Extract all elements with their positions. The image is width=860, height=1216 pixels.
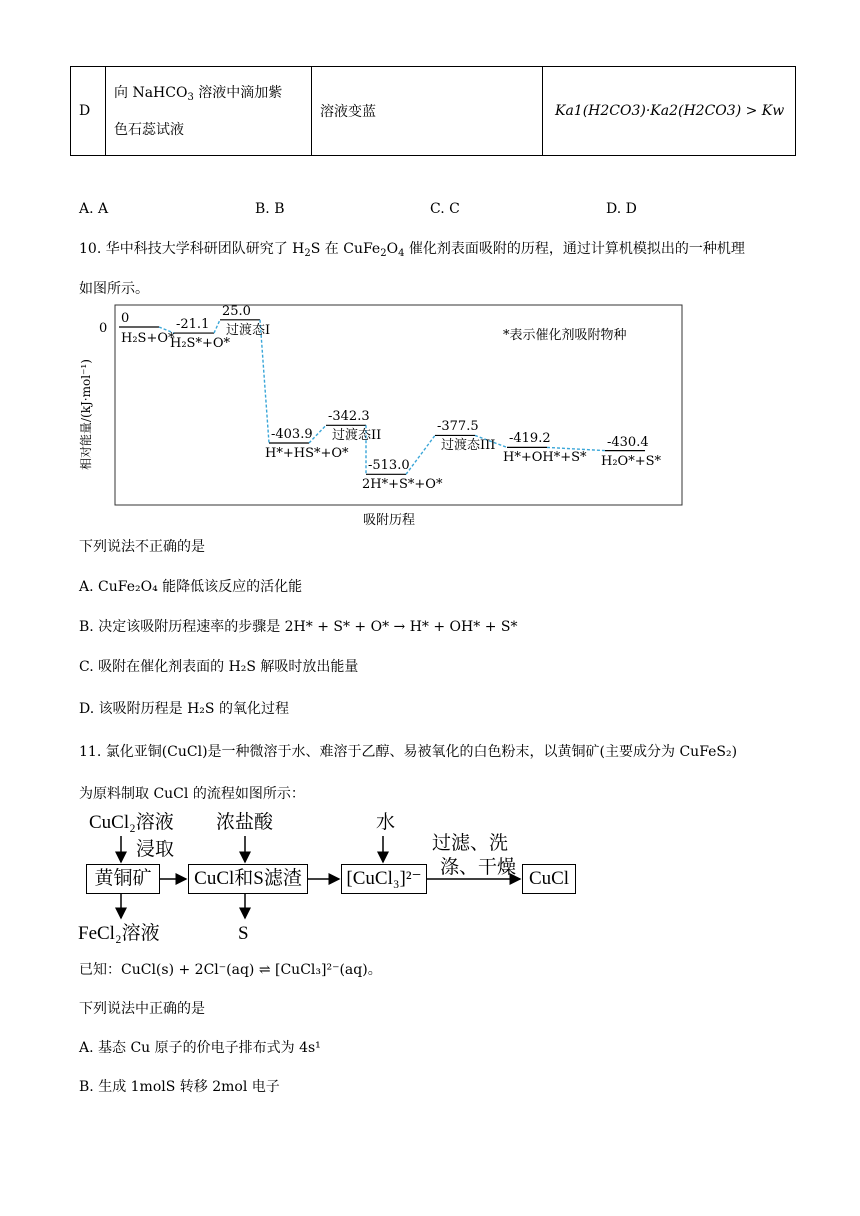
row-label: D bbox=[71, 67, 106, 156]
energy-value-label: -403.9 bbox=[271, 427, 313, 442]
step-leach: 浸取 bbox=[136, 839, 175, 860]
y-axis-zero-tick: 0 bbox=[99, 321, 108, 336]
question-11-stem: 11. 氯化亚铜(CuCl)是一种微溶于水、难溶于乙醇、易被氧化的白色粉末，以黄铜矿(主要成分为 CuFeS₂) bbox=[79, 744, 738, 760]
option-d: D. D bbox=[606, 201, 637, 217]
box-cucl-s: CuCl和S滤渣 bbox=[188, 864, 308, 894]
energy-value-label: -21.1 bbox=[176, 317, 210, 333]
question-11-prompt: 下列说法中正确的是 bbox=[79, 1001, 205, 1017]
energy-value-label: -419.2 bbox=[509, 431, 551, 447]
box-cucl3: [CuCl₃]²⁻ bbox=[341, 864, 427, 894]
energy-value-label: -342.3 bbox=[328, 409, 370, 425]
species-label: H*+OH*+S* bbox=[503, 450, 587, 466]
energy-value-label: -377.5 bbox=[437, 419, 479, 435]
question-10-stem: 10. 华中科技大学科研团队研究了 $H_2S$ 在 $CuFe_2O_4$ 催化剂表面吸附的历程，通过计算机模拟出的一种机理 bbox=[79, 241, 745, 259]
output-fecl2: FeCl₂溶液 bbox=[78, 923, 160, 944]
species-label: H₂O*+S* bbox=[601, 453, 662, 469]
legend-note: *表示催化剂吸附物种 bbox=[503, 328, 627, 343]
operation-text-line2: 色石蕊试液 bbox=[114, 121, 184, 138]
species-label: 过渡态III bbox=[441, 438, 496, 454]
step-filter-line2: 涤、干燥 bbox=[440, 857, 517, 878]
energy-value-label: -430.4 bbox=[607, 434, 649, 450]
box-chalcopyrite: 黄铜矿 bbox=[86, 864, 160, 894]
output-s: S bbox=[238, 923, 249, 944]
question-10-option-c: C. 吸附在催化剂表面的 H₂S 解吸时放出能量 bbox=[79, 659, 359, 675]
reagent-cucl2: CuCl₂溶液 bbox=[89, 812, 174, 833]
option-b: B. B bbox=[255, 201, 285, 217]
conclusion-cell: Ka1(H2CO3)·Ka2(H2CO3) > Kw bbox=[543, 67, 796, 156]
operation-text: 向 NaHCO bbox=[114, 84, 188, 101]
question-11-option-a: A. 基态 Cu 原子的价电子排布式为 4s¹ bbox=[79, 1040, 321, 1056]
species-label: 过渡态II bbox=[332, 428, 382, 444]
species-label: H₂S*+O* bbox=[170, 336, 231, 352]
question-11-option-b: B. 生成 1molS 转移 2mol 电子 bbox=[79, 1079, 280, 1095]
option-a: A. A bbox=[79, 201, 109, 217]
question-10-option-b: B. 决定该吸附历程速率的步骤是 2H* + S* + O* → H* + OH* + S* bbox=[79, 619, 518, 635]
x-axis-label: 吸附历程 bbox=[363, 513, 416, 528]
question-10-stem-line2: 如图所示。 bbox=[79, 281, 149, 297]
reagent-hcl: 浓盐酸 bbox=[216, 812, 274, 833]
question-10-prompt: 下列说法不正确的是 bbox=[79, 539, 205, 555]
question-11-stem-line2: 为原料制取 CuCl 的流程如图所示： bbox=[79, 786, 305, 802]
energy-value-label: 25.0 bbox=[222, 303, 251, 319]
y-axis-label: 相对能量/(kJ·mol⁻¹) bbox=[79, 359, 93, 470]
species-label: 2H*+S*+O* bbox=[362, 477, 443, 493]
species-label: 过渡态I bbox=[226, 322, 271, 338]
step-filter: 过滤、洗 bbox=[432, 833, 509, 854]
question-10-option-a: A. CuFe₂O₄ 能降低该反应的活化能 bbox=[79, 579, 303, 595]
energy-value-label: 0 bbox=[121, 311, 130, 326]
species-label: H₂S+O* bbox=[121, 331, 175, 346]
species-label: H*+HS*+O* bbox=[265, 446, 349, 461]
operation-cell: 向 NaHCO$_3$ 溶液中滴加紫 色石蕊试液 bbox=[106, 67, 312, 156]
reagent-water: 水 bbox=[376, 812, 396, 833]
question-10-option-d: D. 该吸附历程是 H₂S 的氧化过程 bbox=[79, 701, 289, 717]
known-equation: 已知：CuCl(s) + 2Cl⁻(aq) ⇌ [CuCl₃]²⁻(aq)。 bbox=[79, 962, 382, 978]
option-c: C. C bbox=[430, 201, 460, 217]
box-cucl: CuCl bbox=[522, 864, 576, 894]
energy-value-label: -513.0 bbox=[368, 458, 410, 474]
phenomenon-cell: 溶液变蓝 bbox=[312, 67, 543, 156]
